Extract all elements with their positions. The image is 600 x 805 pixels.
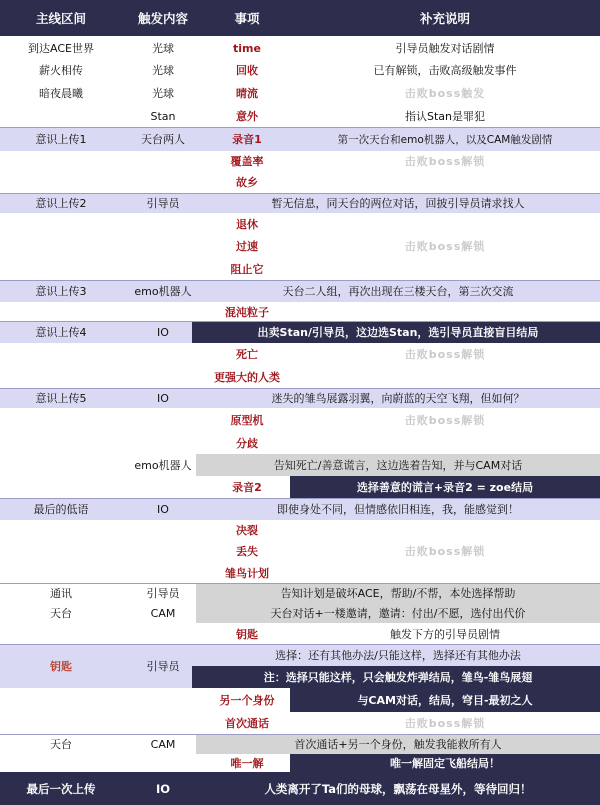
table-row [0,343,600,365]
item-cell: 录音2 [232,481,262,494]
table-row [0,431,600,454]
item-cell: 首次通话 [225,717,269,730]
trigger-cell: 引导员 [146,587,180,600]
watermark-note: 击败boss解锁 [404,717,486,730]
item-cell: 故乡 [236,176,258,189]
table-row [0,562,600,583]
table-row [0,454,600,476]
note-cell: 告知死亡/善意谎言，这边选着告知，并与CAM对话 [273,459,523,472]
table-row [0,666,600,688]
watermark-note: 击败boss解锁 [404,240,486,253]
table-row [0,623,600,644]
trigger-cell: 天台两人 [141,133,185,146]
item-cell: 更强大的人类 [214,370,280,384]
note-cell: 注：选择只能这样，只会触发炸弹结局，雏鸟-雏鸟展翅 [263,671,533,684]
route-cell: 到达ACE世界 [28,42,94,55]
item-cell: 雏鸟计划 [225,566,269,580]
route-cell: 意识上传2 [35,197,87,210]
table-row [0,498,600,520]
header-col-notes: 补充说明 [419,11,470,26]
item-cell: 唯一解 [230,757,264,770]
watermark-note: 击败boss解锁 [404,155,486,168]
note-cell: 天台二人组，再次出现在三楼天台，第三次交流 [282,285,514,298]
header-col-trigger: 触发内容 [137,11,188,26]
item-cell: 意外 [236,110,258,123]
note-cell: 天台对话+一楼邀请，邀请：付出/不愿，选付出代价 [270,607,526,620]
table-row [0,520,600,540]
note-cell: 迷失的雏鸟展露羽翼，向蔚蓝的天空飞翔，但如何？ [271,392,525,405]
table-row [0,644,600,673]
table-row [0,105,600,127]
table-row [0,476,600,498]
table-row [0,193,600,213]
item-cell: 原型机 [230,413,264,427]
route-cell: 钥匙 [50,660,72,673]
item-cell: 混沌粒子 [225,305,269,319]
table-row [0,257,600,280]
table-row [0,734,600,754]
header-col-item: 事项 [234,11,260,26]
table-row [0,171,600,193]
table-row [0,754,600,772]
table-header [0,0,600,36]
item-cell: 覆盖率 [230,155,264,168]
trigger-cell: IO [157,502,169,516]
item-cell: 丢失 [236,545,258,558]
table-row [0,81,600,105]
route-cell: 通讯 [50,587,72,600]
table-footer [0,772,600,805]
trigger-cell: IO [157,325,169,339]
table-row [0,302,600,321]
note-cell: 指认Stan是罪犯 [404,110,485,123]
table-row [0,540,600,562]
route-cell: 薪火相传 [39,64,83,77]
item-cell: 退休 [236,218,258,231]
table-row [0,688,600,712]
table-row [0,408,600,431]
note-cell: 与CAM对话，结局，穹目-最初之人 [357,694,533,707]
item-cell: 过速 [236,240,258,253]
note-cell: 第一次天台和emo机器人，以及CAM触发剧情 [337,133,553,146]
table-row [0,365,600,388]
watermark-note: 击败boss解锁 [404,348,486,361]
trigger-cell: Stan [150,109,176,123]
item-cell: 录音1 [232,133,262,146]
route-cell: 最后的低语 [33,503,89,516]
footer-trigger: IO [155,781,171,796]
trigger-cell: 光球 [152,64,174,77]
route-cell: 意识上传5 [35,392,87,405]
route-cell: 意识上传1 [35,133,87,146]
watermark-note: 击败boss解锁 [404,413,486,427]
item-cell: time [233,41,261,55]
footer-route: 最后一次上传 [26,781,96,796]
table-row [0,235,600,257]
table-row [0,127,600,151]
trigger-cell: 光球 [152,87,174,100]
trigger-cell: emo机器人 [134,459,192,472]
item-cell: 死亡 [236,348,258,361]
table-row [0,213,600,235]
trigger-cell: CAM [150,606,176,620]
note-cell: 选择善意的谎言+录音2 = zoe结局 [356,481,534,494]
table-row [0,388,600,408]
item-cell: 决裂 [236,524,258,537]
trigger-cell: 光球 [152,42,174,55]
note-cell: 告知计划是破坏ACE，帮助/不帮，本处选择帮助 [280,587,516,600]
table-row [0,712,600,734]
note-cell: 已有解锁，击败高级触发事件 [373,64,517,77]
table-row [0,603,600,623]
table-row [0,321,600,343]
note-cell: 触发下方的引导员剧情 [390,627,500,641]
table-row [0,37,600,59]
route-cell: 暗夜晨曦 [39,87,83,100]
table-row [0,583,600,603]
item-cell: 分歧 [236,436,258,450]
watermark-note: 击败boss触发 [404,87,486,100]
note-cell: 选择：还有其他办法/只能这样，选择还有其他办法 [275,649,521,662]
route-cell: 天台 [50,607,72,620]
trigger-cell: IO [157,391,169,405]
note-cell: 引导员触发对话剧情 [395,42,495,55]
footer-note: 人类离开了Ta们的母球，飘荡在母星外，等待回归！ [264,781,532,796]
item-cell: 阻止它 [230,262,264,276]
item-cell: 回收 [236,64,258,77]
note-cell: 首次通话+另一个身份，触发我能救所有人 [294,738,502,751]
trigger-cell: emo机器人 [134,285,192,298]
note-cell: 出卖Stan/引导员，这边选Stan，选引导员直接盲目结局 [257,326,539,339]
route-cell: 意识上传3 [35,285,87,298]
table-row [0,280,600,302]
header-col-route: 主线区间 [35,11,86,26]
route-cell: 天台 [50,738,72,751]
watermark-note: 击败boss解锁 [404,545,486,558]
route-cell: 意识上传4 [35,326,87,339]
table-row [0,59,600,81]
trigger-cell: 引导员 [146,197,180,210]
table-row [0,151,600,171]
trigger-cell: 引导员 [146,660,180,673]
note-cell: 暂无信息，同天台的两位对话，回披引导员请求找人 [271,197,525,210]
trigger-cell: CAM [150,737,176,751]
item-cell: 另一个身份 [219,694,275,707]
note-cell: 即使身处不同，但情感依旧相连，我，能感觉到！ [277,503,519,516]
note-cell: 唯一解固定飞船结局！ [390,757,500,770]
item-cell: 晴流 [236,87,258,100]
item-cell: 钥匙 [236,627,258,641]
